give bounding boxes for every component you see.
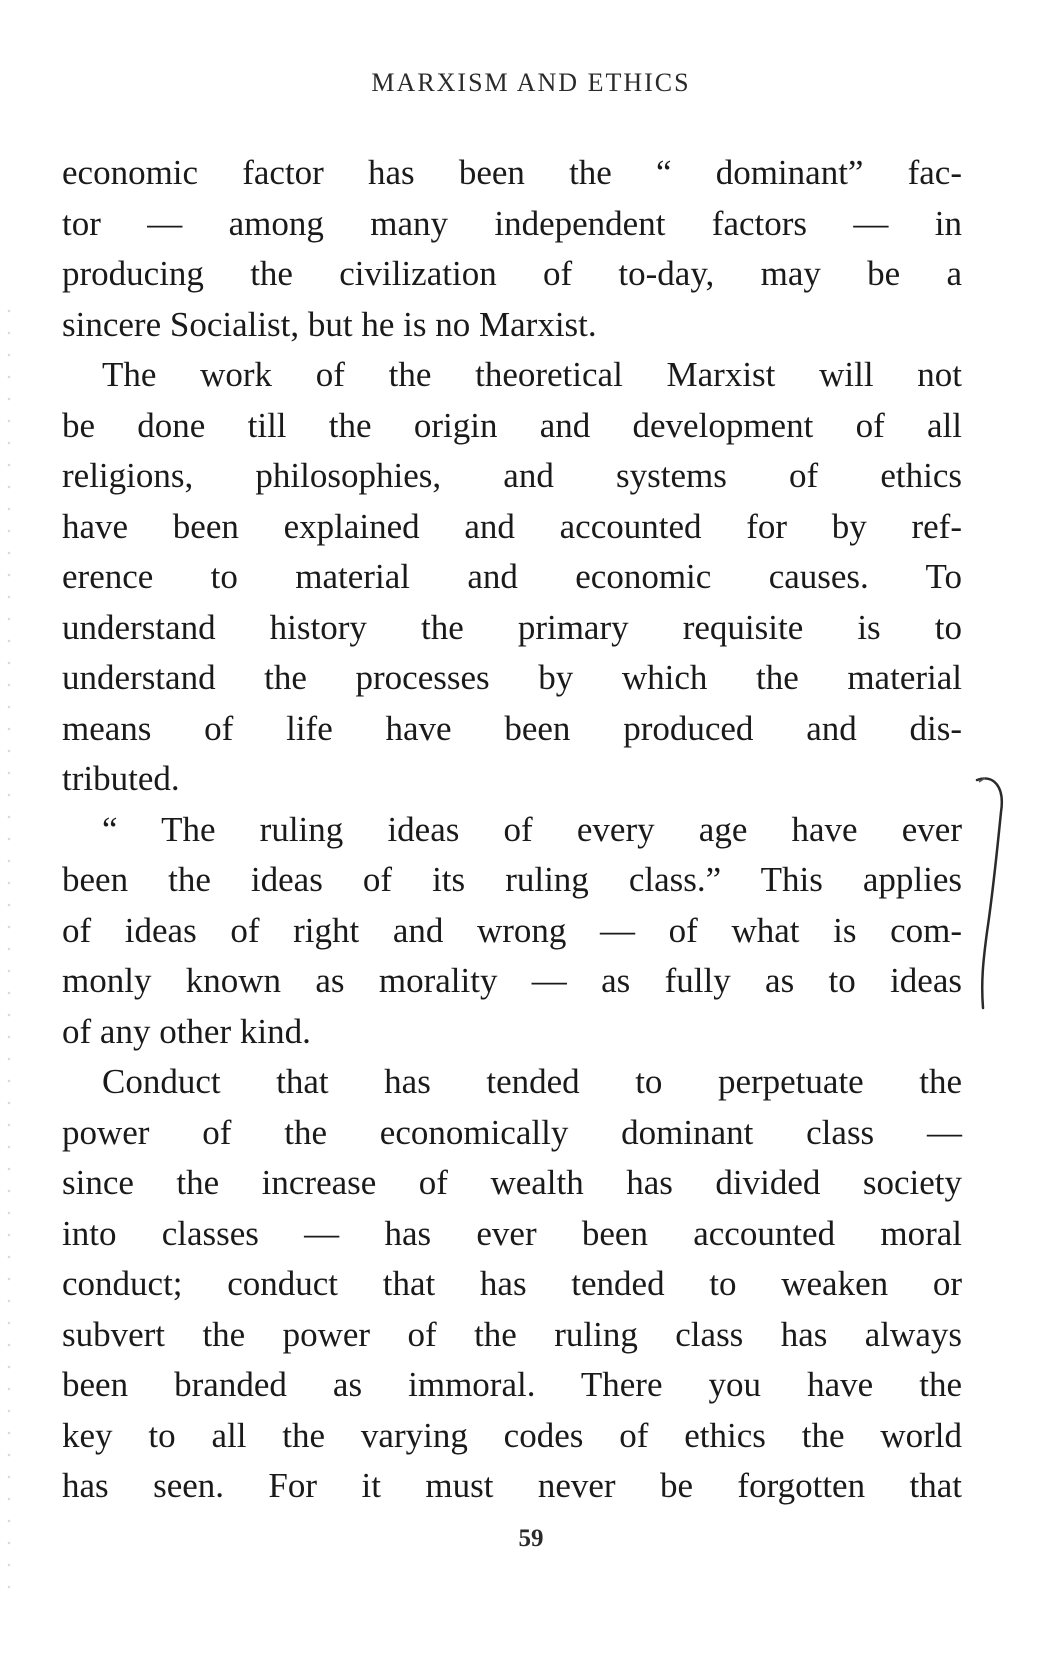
text-line: key to all the varying codes of ethics the world xyxy=(62,1415,962,1455)
text-line: understand the processes by which the material xyxy=(62,658,962,697)
text-line: tor — among many independent factors — in xyxy=(62,203,962,243)
text-line: producing the civilization of to-day, may be a xyxy=(62,254,962,293)
text-line: been branded as immoral. There you have the xyxy=(62,1365,962,1404)
text-line: been the ideas of its ruling class.” This applies xyxy=(62,860,962,899)
text-line: since the increase of wealth has divided society xyxy=(62,1163,962,1202)
text-line: tributed. xyxy=(62,759,180,798)
text-line: into classes — has ever been accounted moral xyxy=(62,1213,962,1253)
page-number: 59 xyxy=(518,1525,544,1552)
text-line: economic factor has been the “ dominant” fac- xyxy=(62,153,962,192)
text-line: conduct; conduct that has tended to weaken or xyxy=(62,1264,962,1303)
text-line: of ideas of right and wrong — of what is com- xyxy=(62,910,962,950)
paragraph-start-line: The work of the theoretical Marxist will not xyxy=(102,355,962,394)
scan-edge-dots xyxy=(4,300,14,1600)
text-line: means of life have been produced and dis- xyxy=(62,708,962,748)
paragraph-start-line: Conduct that has tended to perpetuate the xyxy=(102,1062,962,1101)
paragraph-start-line: “ The ruling ideas of every age have ever xyxy=(102,809,962,849)
running-head: MARXISM AND ETHICS xyxy=(371,68,691,97)
text-line: has seen. For it must never be forgotten that xyxy=(62,1466,962,1505)
text-line: power of the economically dominant class — xyxy=(62,1112,962,1152)
text-line: have been explained and accounted for by ref- xyxy=(62,506,962,546)
text-line: understand history the primary requisite is to xyxy=(62,607,962,647)
text-line: subvert the power of the ruling class has always xyxy=(62,1314,962,1354)
text-line: be done till the origin and development of all xyxy=(62,405,962,445)
text-line: erence to material and economic causes. To xyxy=(62,557,962,596)
text-line: monly known as morality — as fully as to ideas xyxy=(62,961,962,1000)
text-line: of any other kind. xyxy=(62,1011,311,1051)
text-line: sincere Socialist, but he is no Marxist. xyxy=(62,304,597,344)
text-line: religions, philosophies, and systems of ethics xyxy=(62,456,962,495)
handwritten-bracket-mark xyxy=(975,772,1035,1012)
body-text xyxy=(62,148,962,1512)
